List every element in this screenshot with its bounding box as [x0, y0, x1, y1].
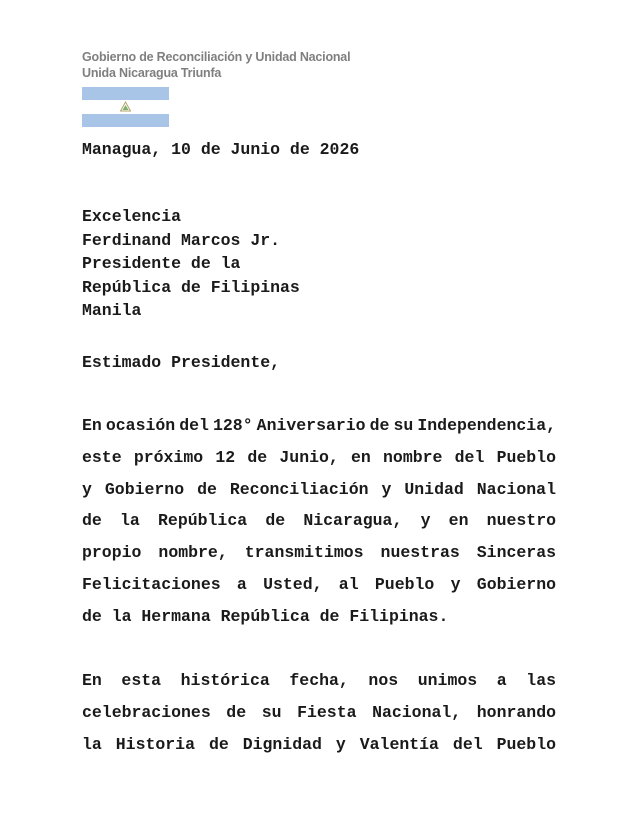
letterhead — [82, 49, 350, 81]
nicaragua-flag-icon — [82, 87, 169, 127]
flag-bottom-stripe — [82, 114, 169, 127]
paragraph-line: de la Hermana República de Filipinas. — [82, 606, 449, 626]
letter-salutation: Estimado Presidente, — [82, 353, 281, 372]
paragraph-line: En esta histórica fecha, nos unimos a las — [82, 671, 556, 690]
letterhead-government-name: Gobierno de Reconciliación y Unidad Nacional — [82, 50, 351, 64]
paragraph-line: celebraciones de su Fiesta Nacional, honrando — [82, 702, 556, 722]
letter-addressee — [82, 205, 300, 323]
addressee-line: Ferdinand Marcos Jr. — [82, 230, 281, 250]
letter-paragraph-2 — [82, 671, 556, 766]
paragraph-line: En ocasión del 128° Aniversario de su Independencia, — [82, 416, 556, 435]
addressee-line: Manila — [82, 301, 142, 321]
paragraph-line: propio nombre, transmitimos nuestras Sinceras — [82, 543, 556, 563]
paragraph-line: Felicitaciones a Usted, al Pueblo y Gobierno — [82, 574, 556, 594]
paragraph-line: este próximo 12 de Junio, en nombre del Pueblo — [82, 447, 556, 467]
letter-paragraph-1 — [82, 416, 556, 639]
letterhead-slogan: Unida Nicaragua Triunfa — [82, 66, 222, 80]
paragraph-line: y Gobierno de Reconciliación y Unidad Nacional — [82, 479, 556, 499]
letter-date: Managua, 10 de Junio de 2026 — [82, 140, 360, 159]
coat-of-arms-icon — [120, 101, 131, 112]
addressee-line: Presidente de la — [82, 254, 241, 274]
flag-top-stripe — [82, 87, 169, 100]
addressee-line: República de Filipinas — [82, 277, 300, 297]
paragraph-line: la Historia de Dignidad y Valentía del Pueblo — [82, 734, 556, 754]
addressee-line: Excelencia — [82, 207, 182, 226]
paragraph-line: de la República de Nicaragua, y en nuestro — [82, 511, 556, 531]
